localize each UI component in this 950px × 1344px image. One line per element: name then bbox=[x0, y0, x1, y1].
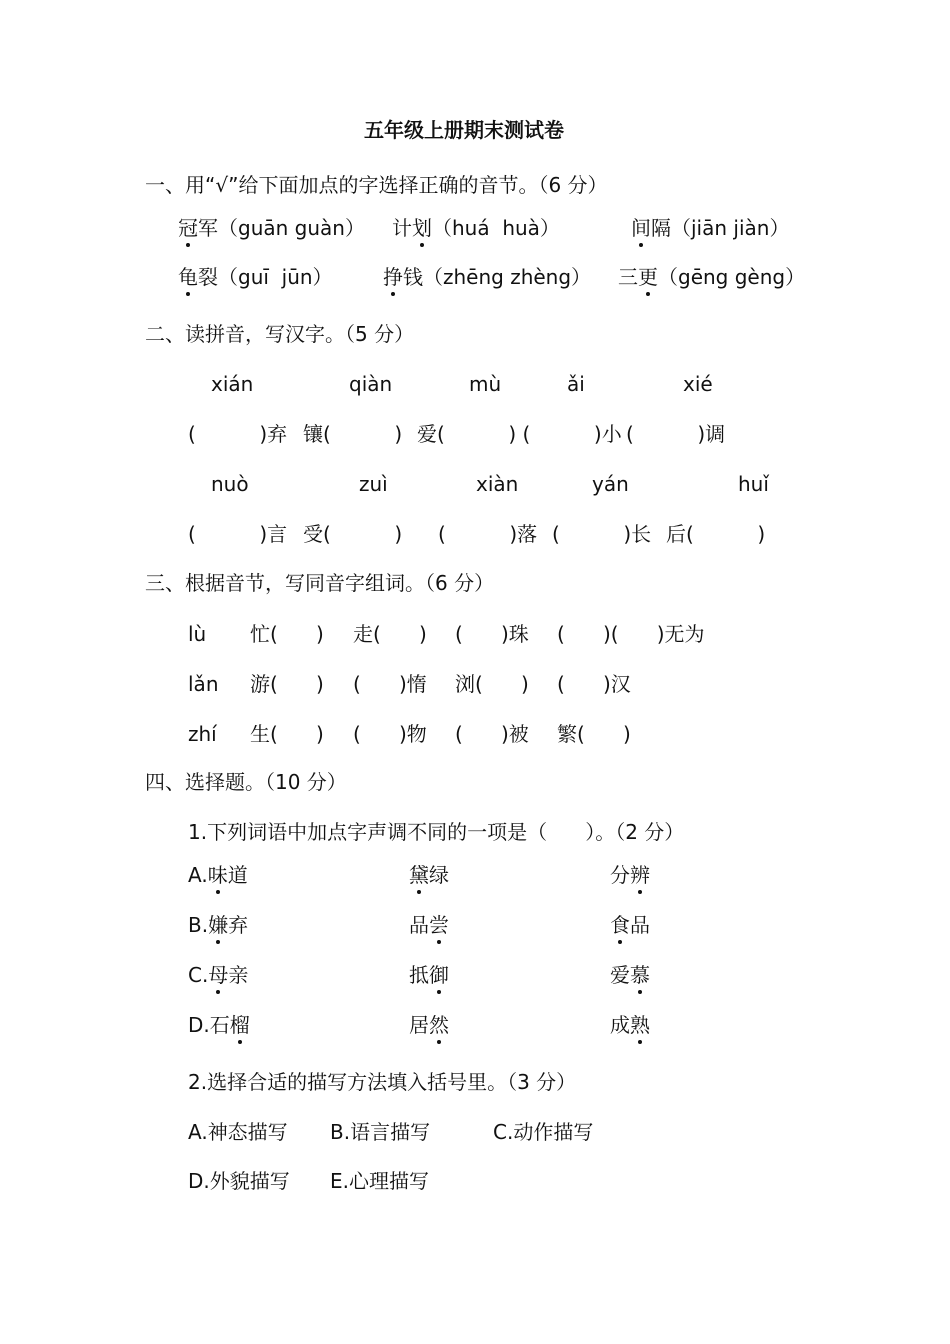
option-word bbox=[409, 962, 449, 988]
pinyin-label: huǐ bbox=[738, 472, 769, 496]
pinyin-label: zhí bbox=[188, 722, 217, 746]
method-option: A.神态描写 bbox=[188, 1120, 288, 1144]
section-3-heading: 三、根据音节，写同音字组词。（6 分） bbox=[145, 571, 495, 595]
word-pre: 抵 bbox=[409, 963, 429, 987]
option-d[interactable] bbox=[188, 1012, 250, 1038]
option-label: A. bbox=[188, 863, 208, 887]
pinyin-label: zuì bbox=[359, 472, 388, 496]
answer-blank[interactable]: 生( ) bbox=[250, 722, 324, 746]
option-word bbox=[409, 1012, 449, 1038]
section-4-heading: 四、选择题。（10 分） bbox=[145, 770, 347, 794]
word-rest: 道 bbox=[227, 863, 248, 887]
item-rest: （huá huà） bbox=[432, 216, 560, 240]
question-1-text: 1.下列词语中加点字声调不同的一项是（ ）。（2 分） bbox=[188, 820, 685, 844]
pinyin-label: xiàn bbox=[476, 472, 519, 496]
option-b[interactable] bbox=[188, 912, 248, 938]
answer-blank[interactable]: ( )长 bbox=[552, 522, 652, 546]
option-word bbox=[610, 962, 650, 988]
pinyin-label: ǎi bbox=[567, 372, 585, 396]
item-rest: 裂（guī jūn） bbox=[198, 265, 333, 289]
page-title: 五年级上册期末测试卷 bbox=[364, 118, 564, 142]
dotted-char: 龟 bbox=[178, 265, 198, 289]
phonetic-item-2 bbox=[392, 215, 560, 241]
answer-blank[interactable]: ( )言 bbox=[188, 522, 288, 546]
pinyin-label: mù bbox=[469, 372, 502, 396]
item-pre: 三 bbox=[618, 265, 638, 289]
question-2-text: 2.选择合适的描写方法填入括号里。（3 分） bbox=[188, 1070, 577, 1094]
item-rest: 隔（jiān jiàn） bbox=[651, 216, 790, 240]
word-rest: 绿 bbox=[429, 863, 449, 887]
item-pre: 计 bbox=[392, 216, 412, 240]
option-word bbox=[610, 862, 650, 888]
answer-blank[interactable]: ( )汉 bbox=[557, 672, 631, 696]
pinyin-label: nuò bbox=[211, 472, 249, 496]
word-pre: 成 bbox=[610, 1013, 630, 1037]
dotted-char: 然 bbox=[429, 1013, 449, 1037]
section-2-heading: 二、读拼音，写汉字。（5 分） bbox=[145, 322, 415, 346]
method-option: D.外貌描写 bbox=[188, 1169, 290, 1193]
answer-blank[interactable]: ( )调 bbox=[626, 422, 726, 446]
answer-blank[interactable]: 繁( ) bbox=[557, 722, 631, 746]
pinyin-label: yán bbox=[592, 472, 629, 496]
word-rest: 弃 bbox=[228, 913, 249, 937]
phonetic-item-6 bbox=[618, 264, 805, 290]
answer-blank[interactable]: ( )( )无为 bbox=[557, 622, 705, 646]
pinyin-label: xié bbox=[683, 372, 713, 396]
dotted-char: 划 bbox=[412, 216, 432, 240]
option-word bbox=[610, 1012, 650, 1038]
pinyin-label: lù bbox=[188, 622, 207, 646]
option-label: B. bbox=[188, 913, 209, 937]
word-pre: 居 bbox=[409, 1013, 429, 1037]
answer-blank[interactable]: ( )珠 bbox=[455, 622, 529, 646]
dotted-char: 味 bbox=[207, 863, 228, 887]
dotted-char: 熟 bbox=[630, 1013, 650, 1037]
section-1-heading: 一、用“√”给下面加点的字选择正确的音节。（6 分） bbox=[145, 173, 608, 197]
answer-blank[interactable]: 走( ) bbox=[353, 622, 427, 646]
dotted-char: 间 bbox=[631, 216, 651, 240]
dotted-char: 挣 bbox=[383, 265, 403, 289]
phonetic-item-1 bbox=[178, 215, 365, 241]
answer-blank[interactable]: ( )落 bbox=[438, 522, 538, 546]
word-rest: 亲 bbox=[228, 963, 249, 987]
answer-blank[interactable]: 镶( ) bbox=[303, 422, 403, 446]
dotted-char: 黛 bbox=[409, 863, 429, 887]
option-a[interactable] bbox=[188, 862, 248, 888]
method-option: C.动作描写 bbox=[493, 1120, 594, 1144]
answer-blank[interactable]: 受( ) bbox=[303, 522, 403, 546]
phonetic-item-5 bbox=[383, 264, 591, 290]
dotted-char: 辨 bbox=[630, 863, 650, 887]
option-word bbox=[409, 912, 449, 938]
item-rest: （gēng gèng） bbox=[658, 265, 806, 289]
answer-blank[interactable]: ( )惰 bbox=[353, 672, 427, 696]
answer-blank[interactable]: ( )被 bbox=[455, 722, 529, 746]
dotted-char: 母 bbox=[208, 963, 229, 987]
answer-blank[interactable]: 爱( ) ( )小 bbox=[417, 422, 622, 446]
dotted-char: 御 bbox=[429, 963, 449, 987]
answer-blank[interactable]: ( )物 bbox=[353, 722, 427, 746]
option-c[interactable] bbox=[188, 962, 248, 988]
pinyin-label: qiàn bbox=[349, 372, 393, 396]
option-label: D. bbox=[188, 1013, 210, 1037]
dotted-char: 更 bbox=[638, 265, 658, 289]
pinyin-label: lǎn bbox=[188, 672, 219, 696]
dotted-char: 冠 bbox=[178, 216, 198, 240]
pinyin-label: xián bbox=[211, 372, 254, 396]
answer-blank[interactable]: 忙( ) bbox=[250, 622, 324, 646]
answer-blank[interactable]: 游( ) bbox=[250, 672, 324, 696]
word-pre: 分 bbox=[610, 863, 630, 887]
answer-blank[interactable]: ( )弃 bbox=[188, 422, 288, 446]
word-rest: 品 bbox=[630, 913, 650, 937]
phonetic-item-4 bbox=[178, 264, 333, 290]
answer-blank[interactable]: 后( ) bbox=[666, 522, 766, 546]
dotted-char: 榴 bbox=[229, 1013, 250, 1037]
item-rest: 军（guān guàn） bbox=[198, 216, 365, 240]
dotted-char: 慕 bbox=[630, 963, 650, 987]
word-pre: 品 bbox=[409, 913, 429, 937]
option-word bbox=[610, 912, 650, 938]
option-label: C. bbox=[188, 963, 209, 987]
word-pre: 爱 bbox=[610, 963, 630, 987]
dotted-char: 尝 bbox=[429, 913, 449, 937]
method-option: E.心理描写 bbox=[330, 1169, 429, 1193]
dotted-char: 食 bbox=[610, 913, 630, 937]
dotted-char: 嫌 bbox=[208, 913, 229, 937]
option-word bbox=[409, 862, 449, 888]
item-rest: 钱（zhēng zhèng） bbox=[403, 265, 592, 289]
phonetic-item-3 bbox=[631, 215, 789, 241]
answer-blank[interactable]: 浏( ) bbox=[455, 672, 529, 696]
method-option: B.语言描写 bbox=[330, 1120, 431, 1144]
word-pre: 石 bbox=[209, 1013, 230, 1037]
